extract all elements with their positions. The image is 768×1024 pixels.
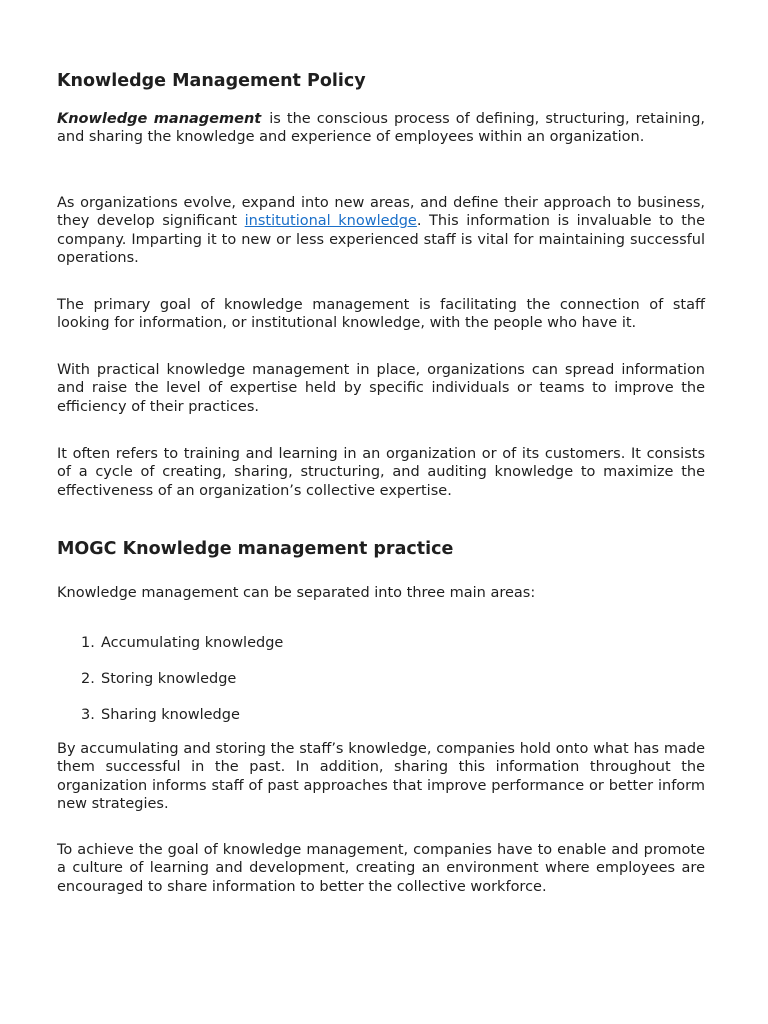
page-title: Knowledge Management Policy: [57, 71, 366, 91]
paragraph-culture: To achieve the goal of knowledge management, companies have to enable and promote a culture of learning and development, creating an environment where employees are encouraged to share information to better the collective workforce.: [57, 842, 705, 895]
definition-text: is the conscious process of defining, structuring, retaining, and sharing the knowledge and experience of employees within an organization.: [57, 111, 706, 146]
list-item-text: Sharing knowledge: [101, 707, 240, 723]
paragraph-institutional: [57, 194, 705, 267]
definition-term: Knowledge management: [57, 111, 262, 127]
paragraph-institutional-before: As organizations evolve, expand into new areas, and define their approach to business, they develop significant: [57, 195, 705, 230]
list-item: [81, 706, 240, 724]
list-item-number: 3.: [81, 707, 95, 723]
list-item-number: 2.: [81, 671, 95, 687]
paragraph-accumulating: By accumulating and storing the staff’s knowledge, companies hold onto what has made them successful in the past. In addition, sharing this information throughout the organization informs staff of past approaches that improve performance or better inform new strategies.: [57, 741, 705, 812]
list-item-text: Storing knowledge: [101, 671, 237, 687]
paragraph-primary-goal: The primary goal of knowledge management is facilitating the connection of staff looking for information, or institutional knowledge, with the people who have it.: [57, 297, 705, 332]
list-item: [81, 670, 236, 688]
section-title: MOGC Knowledge management practice: [57, 539, 454, 559]
list-item-number: 1.: [81, 635, 95, 651]
paragraph-institutional-after: . This information is invaluable to the company. Imparting it to new or less experienced staff is vital for maintaining successful operations.: [57, 213, 705, 266]
paragraph-practical: With practical knowledge management in place, organizations can spread information and raise the level of expertise held by specific individuals or teams to improve the efficiency of their practices.: [57, 362, 705, 415]
paragraph-three-areas: Knowledge management can be separated into three main areas:: [57, 585, 536, 601]
institutional-knowledge-link[interactable]: institutional knowledge: [244, 213, 417, 230]
list-item: [81, 634, 283, 652]
list-item-text: Accumulating knowledge: [101, 635, 284, 651]
paragraph-training: It often refers to training and learning in an organization or of its customers. It consists of a cycle of creating, sharing, structuring, and auditing knowledge to maximize the effectiveness of an organization’s collective expertise.: [57, 446, 705, 499]
paragraph-definition: [57, 110, 705, 147]
